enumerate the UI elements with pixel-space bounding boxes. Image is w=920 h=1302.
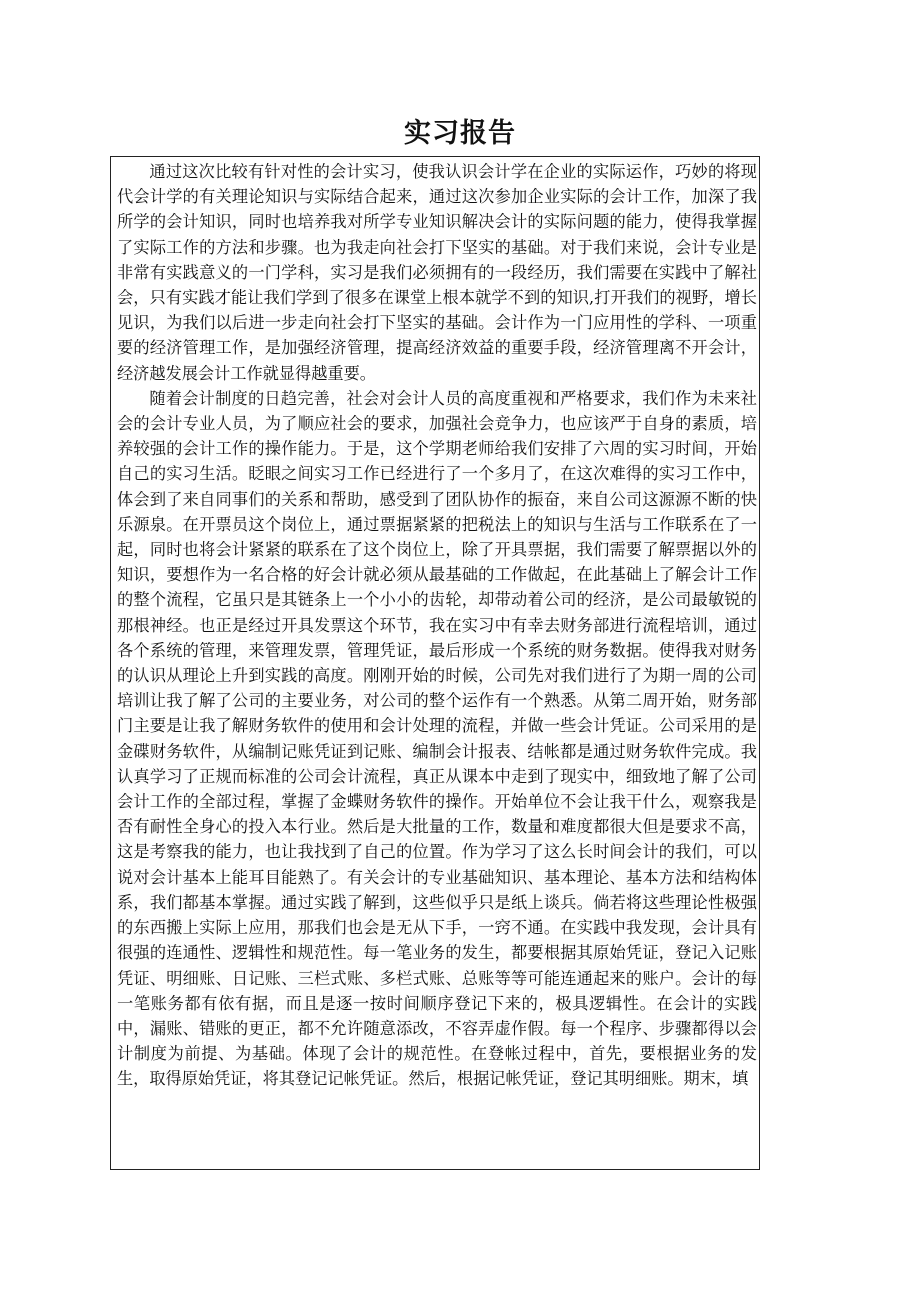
page-title: 实习报告 — [404, 118, 516, 149]
paragraph-1: 通过这次比较有针对性的会计实习，使我认识会计学在企业的实际运作，巧妙的将现代会计学的有关理论知识与实际结合起来，通过这次参加企业实际的会计工作，加深了我所学的会计知识，同时也培养我对所学专业知识解决会计的实际问题的能力，使得我掌握了实际工作的方法和步骤。也为我走向社会打下坚实的基础。对于我们来说，会计专业是非常有实践意义的一门学科，实习是我们必须拥有的一段经历，我们需要在实践中了解社会，只有实践才能让我们学到了很多在课堂上根本就学不到的知识,打开我们的视野，增长见识，为我们以后进一步走向社会打下坚实的基础。会计作为一门应用性的学科、一项重要的经济管理工作，是加强经济管理，提高经济效益的重要手段，经济管理离不开会计，经济越发展会计工作就显得越重要。 — [117, 162, 757, 383]
report-body-frame — [110, 156, 760, 1170]
paragraph-2: 随着会计制度的日趋完善，社会对会计人员的高度重视和严格要求，我们作为未来社会的会计专业人员，为了顺应社会的要求，加强社会竞争力，也应该严于自身的素质，培养较强的会计工作的操作能力。于是，这个学期老师给我们安排了六周的实习时间，开始自己的实习生活。眨眼之间实习工作已经进行了一个多月了，在这次难得的实习工作中，体会到了来自同事们的关系和帮助，感受到了团队协作的振奋，来自公司这源源不断的快乐源泉。在开票员这个岗位上，通过票据紧紧的把税法上的知识与生活与工作联系在了一起，同时也将会计紧紧的联系在了这个岗位上，除了开具票据，我们需要了解票据以外的知识，要想作为一名合格的好会计就必须从最基础的工作做起，在此基础上了解会计工作的整个流程，它虽只是其链条上一个小小的齿轮，却带动着公司的经济，是公司最敏锐的那根神经。也正是经过开具发票这个环节，我在实习中有幸去财务部进行流程培训，通过各个系统的管理，来管理发票，管理凭证，最后形成一个系统的财务数据。使得我对财务的认识从理论上升到实践的高度。刚刚开始的时候，公司先对我们进行了为期一周的公司培训让我了解了公司的主要业务，对公司的整个运作有一个熟悉。从第二周开始，财务部门主要是让我了解财务软件的使用和会计处理的流程，并做一些会计凭证。公司采用的是金碟财务软件，从编制记账凭证到记账、编制会计报表、结帐都是通过财务软件完成。我认真学习了正规而标准的公司会计流程，真正从课本中走到了现实中，细致地了解了公司会计工作的全部过程，掌握了金蝶财务软件的操作。开始单位不会让我干什么，观察我是否有耐性全身心的投入本行业。然后是大批量的工作，数量和难度都很大但是要求不高，这是考察我的能力，也让我找到了自己的位置。作为学习了这么长时间会计的我们，可以说对会计基本上能耳目能熟了。有关会计的专业基础知识、基本理论、基本方法和结构体系，我们都基本掌握。通过实践了解到，这些似乎只是纸上谈兵。倘若将这些理论性极强的东西搬上实际上应用，那我们也会是无从下手，一窍不通。在实践中我发现，会计具有很强的连通性、逻辑性和规范性。每一笔业务的发生，都要根据其原始凭证，登记入记账凭证、明细账、日记账、三栏式账、多栏式账、总账等等可能连通起来的账户。会计的每一笔账务都有依有据，而且是逐一按时间顺序登记下来的，极具逻辑性。在会计的实践中，漏账、错账的更正，都不允许随意添改，不容弄虚作假。每一个程序、步骤都得以会计制度为前提、为基础。体现了会计的规范性。在登帐过程中，首先，要根据业务的发生，取得原始凭证，将其登记记帐凭证。然后，根据记帐凭证，登记其明细账。期末，填 — [117, 388, 757, 1089]
